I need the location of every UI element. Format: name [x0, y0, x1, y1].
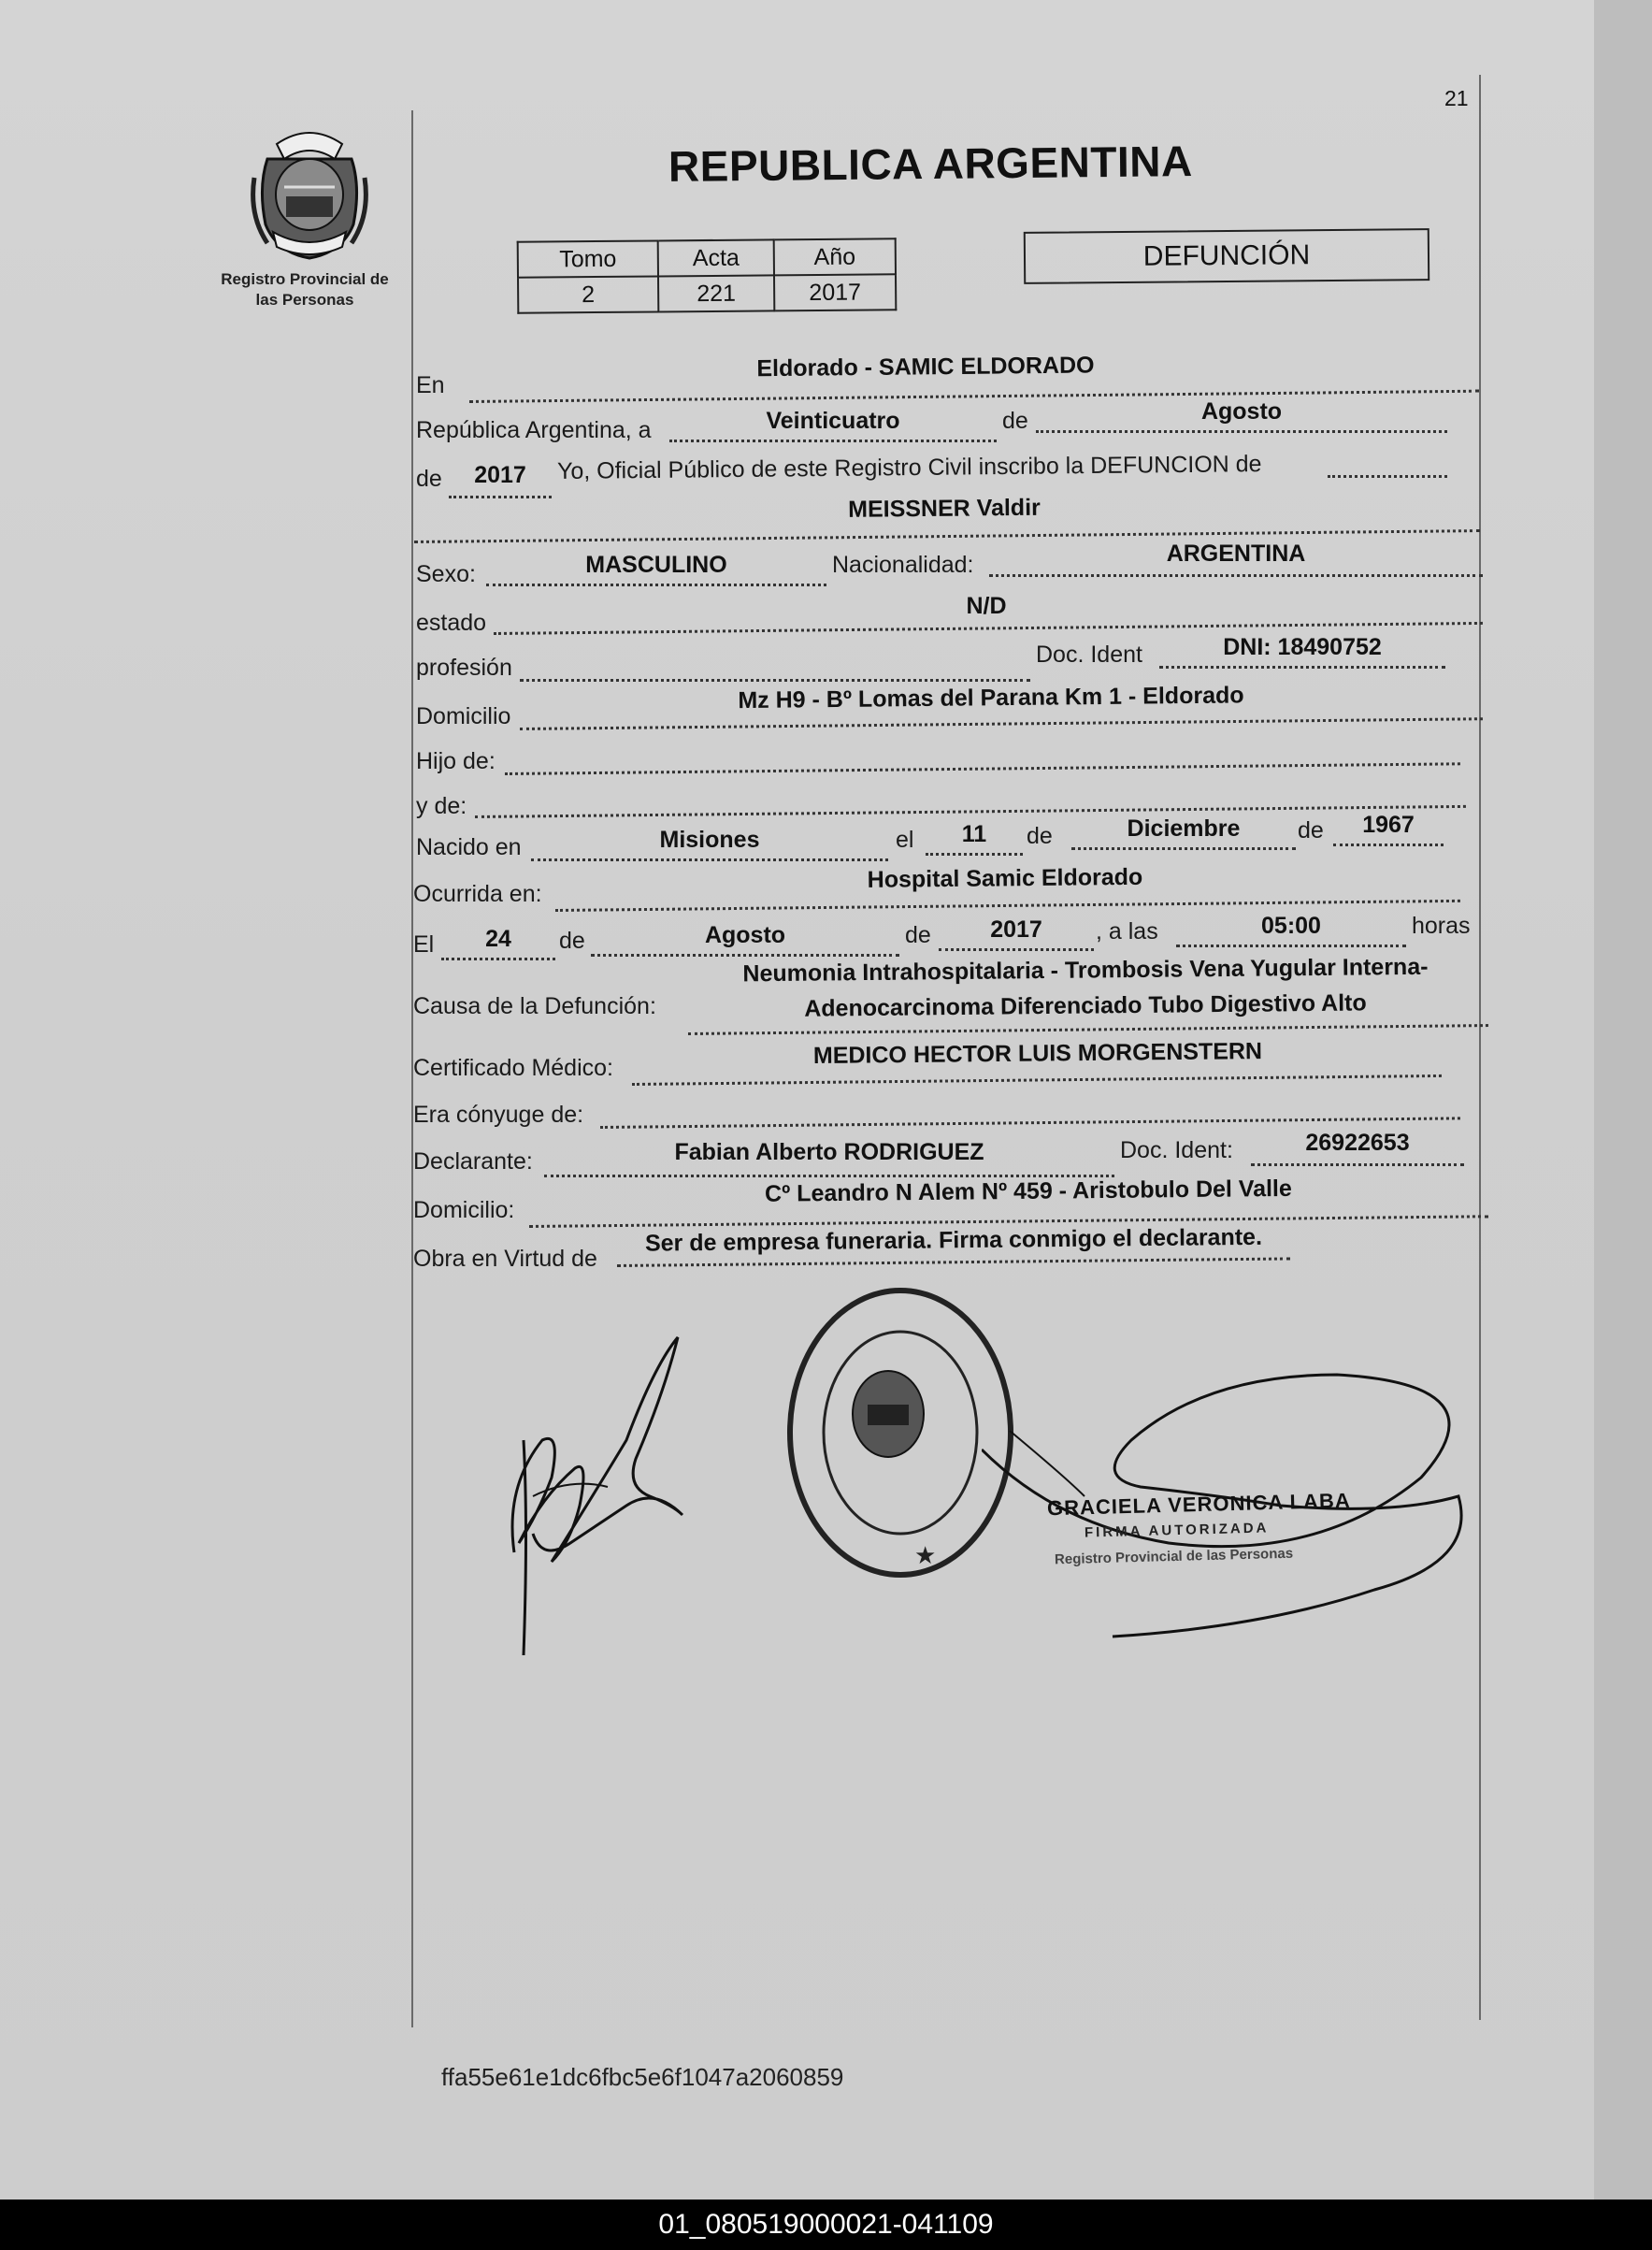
- signer-role: FIRMA AUTORIZADA: [1084, 1520, 1270, 1541]
- republica-label: República Argentina, a: [416, 417, 652, 443]
- republica-day-line: [669, 440, 997, 442]
- nacido-anio-value: 1967: [1362, 812, 1415, 838]
- oficial-trailing-line: [1328, 475, 1447, 478]
- declarante-value: Fabian Alberto RODRIGUEZ: [674, 1139, 984, 1165]
- anio-value: 2017: [774, 274, 896, 310]
- nacionalidad-line: [989, 574, 1483, 577]
- fecha-dia-value: 24: [485, 926, 511, 952]
- declarante-label: Declarante:: [413, 1148, 533, 1175]
- domicilio-value: Mz H9 - Bº Lomas del Parana Km 1 - Eldorado: [738, 682, 1244, 714]
- domicilio-label: Domicilio: [416, 703, 511, 729]
- fecha-horas-label: horas: [1412, 913, 1471, 939]
- deceased-name: MEISSNER Valdir: [848, 494, 1041, 523]
- anio-header: Año: [774, 238, 896, 275]
- tomo-header: Tomo: [518, 240, 658, 277]
- domicilio2-label: Domicilio:: [413, 1197, 515, 1223]
- acta-value: 221: [658, 275, 774, 311]
- nacido-de-label: de: [1027, 823, 1053, 849]
- certificado-value: MEDICO HECTOR LUIS MORGENSTERN: [812, 1038, 1263, 1070]
- document-type-box: DEFUNCIÓN: [1024, 228, 1429, 284]
- document-hash: ffa55e61e1dc6fbc5e6f1047a2060859: [441, 2063, 844, 2091]
- signer-office: Registro Provincial de las Personas: [1054, 1545, 1294, 1568]
- fecha-anio-line: [939, 948, 1094, 951]
- declarante-line: [544, 1175, 1114, 1177]
- page-number: 21: [1444, 86, 1469, 110]
- sexo-label: Sexo:: [416, 561, 476, 587]
- signer-name: GRACIELA VERONICA LABA: [1046, 1488, 1351, 1521]
- causa-line1: Neumonia Intrahospitalaria - Trombosis Vena Yugular Interna-: [742, 953, 1429, 988]
- nacido-mes-line: [1071, 847, 1296, 850]
- obra-value: Ser de empresa funeraria. Firma conmigo el declarante.: [644, 1223, 1263, 1257]
- obra-label: Obra en Virtud de: [413, 1246, 597, 1272]
- de-anio-line: [449, 496, 552, 498]
- misiones-emblem: [249, 122, 370, 262]
- fecha-el-label: El: [413, 931, 435, 958]
- fecha-mes-line: [591, 954, 899, 957]
- fecha-de-label: de: [559, 928, 585, 954]
- nacido-dia-line: [926, 853, 1023, 856]
- profesion-label: profesión: [416, 655, 512, 681]
- doc-ident-value: DNI: 18490752: [1223, 634, 1382, 660]
- oficial-text: Yo, Oficial Público de este Registro Civil inscribo la DEFUNCION de: [556, 451, 1262, 484]
- republica-day-value: Veinticuatro: [766, 408, 900, 434]
- fecha-anio-value: 2017: [990, 916, 1042, 943]
- acta-header: Acta: [658, 239, 774, 276]
- y-de-label: y de:: [416, 793, 467, 819]
- ocurrida-en-value: Hospital Samic Eldorado: [867, 863, 1143, 893]
- de-anio-value: 2017: [474, 462, 526, 488]
- republica-month-line: [1036, 430, 1447, 433]
- nacido-dia-value: 11: [961, 821, 987, 847]
- de-anio-label: de: [416, 466, 442, 492]
- nacido-mes-value: Diciembre: [1127, 815, 1241, 842]
- nacido-anio-line: [1333, 844, 1444, 846]
- fecha-a-las-label: , a las: [1096, 918, 1158, 945]
- conyuge-label: Era cónyuge de:: [413, 1102, 584, 1128]
- hijo-de-label: Hijo de:: [416, 748, 496, 774]
- ocurrida-en-label: Ocurrida en:: [413, 881, 542, 907]
- domicilio2-value: Cº Leandro N Alem Nº 459 - Aristobulo Del Valle: [764, 1175, 1292, 1207]
- nacionalidad-value: ARGENTINA: [1166, 541, 1306, 567]
- fecha-hora-value: 05:00: [1261, 913, 1321, 939]
- footer-id-bar: 01_080519000021-041109: [0, 2200, 1652, 2250]
- page-edge: [1594, 0, 1652, 2200]
- declarante-doc-label: Doc. Ident:: [1120, 1137, 1233, 1163]
- registry-table: [517, 238, 898, 314]
- doc-ident-label: Doc. Ident: [1036, 642, 1142, 668]
- nacido-en-label: Nacido en: [416, 834, 522, 860]
- de-mes-label: de: [1002, 408, 1028, 434]
- profesion-line: [520, 679, 1030, 682]
- sexo-line: [486, 584, 826, 586]
- estado-value: N/D: [966, 593, 1007, 619]
- estado-label: estado: [416, 610, 487, 636]
- declarante-doc-value: 26922653: [1305, 1130, 1410, 1156]
- nacido-el-label: el: [896, 827, 914, 853]
- nacido-en-line: [531, 858, 888, 861]
- fecha-hora-line: [1176, 945, 1406, 947]
- registro-label: Registro Provincial de las Personas: [221, 270, 389, 309]
- en-value: Eldorado - SAMIC ELDORADO: [756, 352, 1095, 382]
- fecha-dia-line: [441, 958, 555, 960]
- fecha-mes-value: Agosto: [704, 922, 786, 948]
- svg-text:★: ★: [914, 1542, 937, 1570]
- certificado-label: Certificado Médico:: [413, 1055, 613, 1081]
- nacido-en-value: Misiones: [659, 827, 760, 853]
- causa-line2: Adenocarcinoma Diferenciado Tubo Digestivo Alto: [804, 989, 1367, 1022]
- doc-ident-line: [1159, 666, 1445, 669]
- sexo-value: MASCULINO: [585, 552, 727, 578]
- declarant-signature: [486, 1328, 711, 1674]
- tomo-value: 2: [518, 276, 658, 312]
- en-label: En: [416, 372, 445, 398]
- right-margin-line: [1479, 75, 1481, 2020]
- nacido-de2-label: de: [1298, 817, 1324, 844]
- declarante-doc-line: [1251, 1163, 1464, 1166]
- causa-label: Causa de la Defunción:: [413, 993, 656, 1019]
- republica-month-value: Agosto: [1200, 398, 1283, 425]
- document-title: REPUBLICA ARGENTINA: [668, 137, 1193, 191]
- nacionalidad-label: Nacionalidad:: [832, 552, 974, 578]
- fecha-de2-label: de: [905, 922, 931, 948]
